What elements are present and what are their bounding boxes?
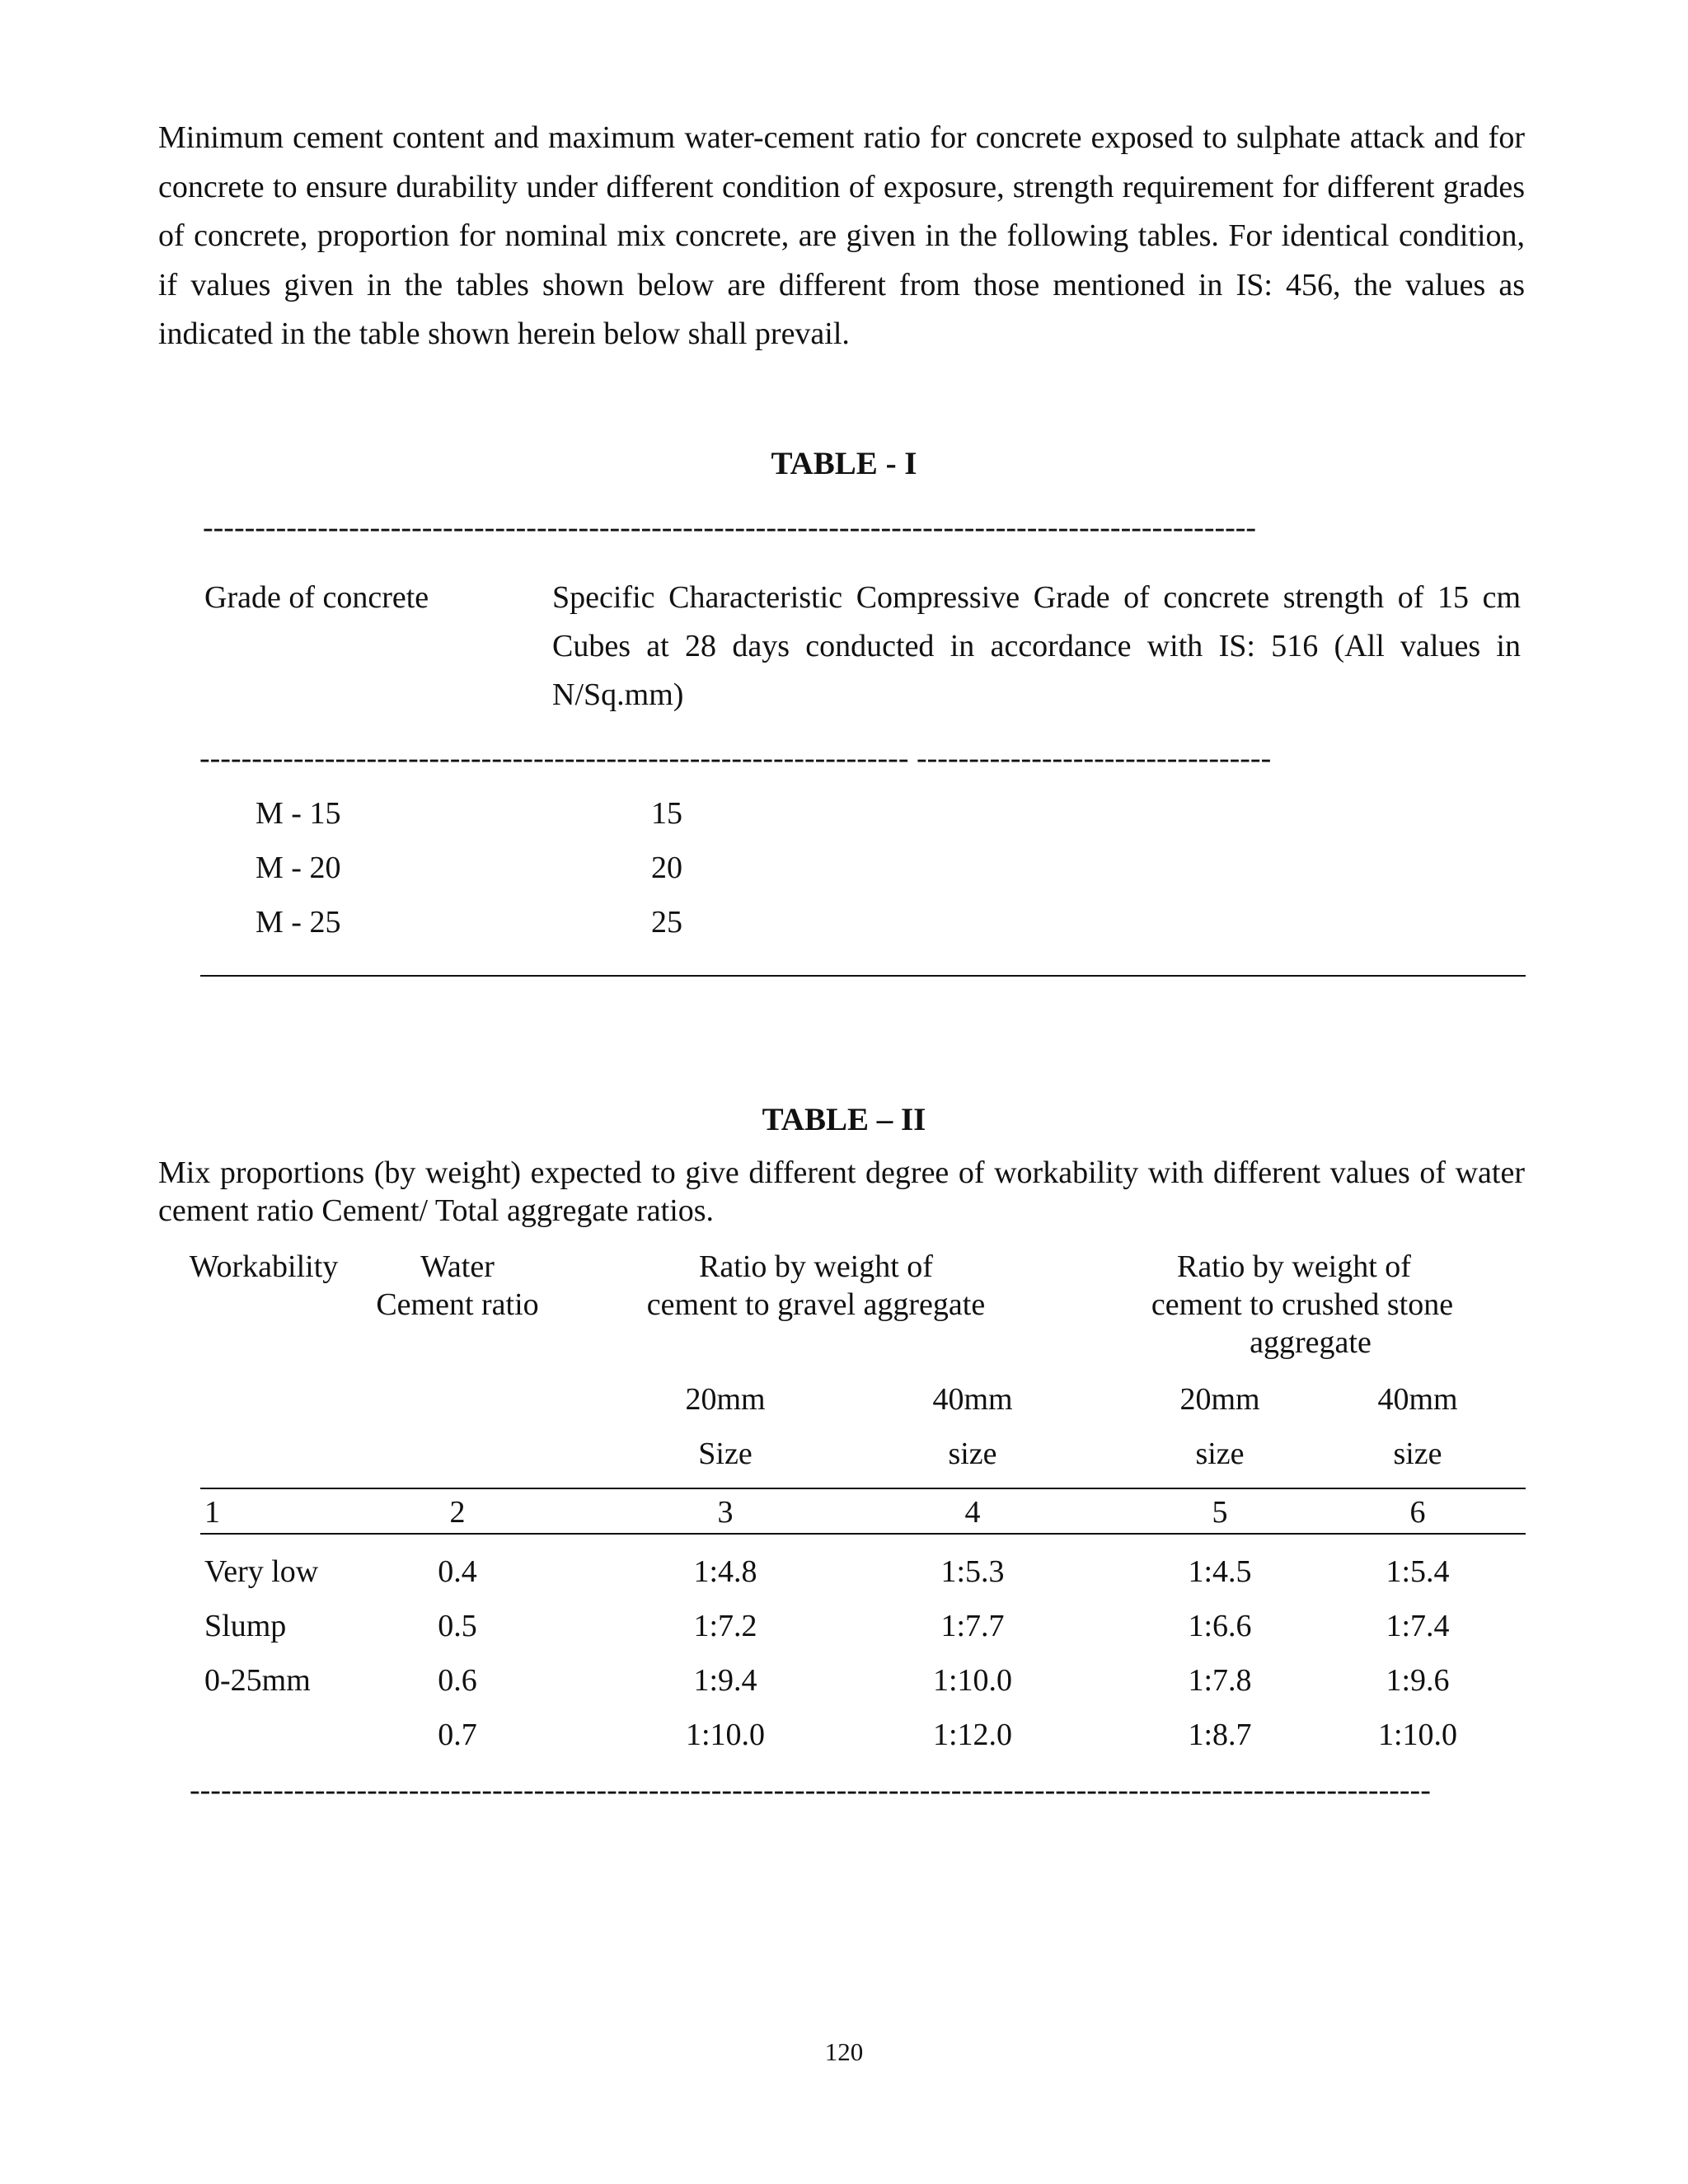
table2-c40: 1:7.4 [1386,1609,1450,1643]
table1-title: TABLE - I [771,446,917,481]
table2-g40: 1:12.0 [932,1718,1013,1752]
table2-wc: 0.6 [438,1663,477,1698]
table1-col2-header: Specific Characteristic Compressive Grade of concrete strength of 15 cm Cubes at 28 days conducted in accordance with IS: 516 (All values in N/Sq.mm) [552,580,1521,712]
table1-bottom-rule [200,975,1526,977]
header-water-line2: Cement ratio [376,1287,539,1322]
header-workability: Workability [189,1249,339,1284]
table2-g40: 1:5.3 [940,1554,1005,1589]
col-number: 6 [1409,1495,1426,1530]
table2-workability: Slump [204,1609,287,1643]
intro-paragraph: Minimum cement content and maximum water-cement ratio for concrete exposed to sulphate attack and for concrete to ensure durability under different condition of exposure, strength requirement for different grades of concrete, proportion for nominal mix concrete, are given in the following tables. For identical condition, if values given in the tables shown below are different from those mentioned in IS: 456, the values as indicated in the table shown herein below shall prevail. [158,120,1525,351]
header-c20-a: 20mm [1179,1382,1260,1417]
header-crushed-line3: aggregate [1250,1325,1372,1360]
table1-row-strength: 20 [651,851,682,885]
table2-c20: 1:7.8 [1188,1663,1252,1698]
table2-number-rule [200,1533,1526,1535]
table2-c20: 1:4.5 [1188,1554,1252,1589]
header-c40-b: size [1393,1436,1442,1471]
table1-dash-top: ----------------------------------------------------------------------------------------------------- [203,510,1257,545]
table2-g20: 1:10.0 [685,1718,766,1752]
table2-g40: 1:10.0 [932,1663,1013,1698]
col-number: 4 [964,1495,981,1530]
table2-c40: 1:9.6 [1386,1663,1450,1698]
col-number: 5 [1212,1495,1228,1530]
table2-g20: 1:4.8 [693,1554,757,1589]
header-c40-a: 40mm [1377,1382,1458,1417]
table2-workability: Very low [204,1554,319,1589]
table1-row-grade: M - 15 [256,796,341,831]
table1-dash-mid: -------------------------------------------------------------------- ---------------------------------- [199,741,1272,776]
table2-title: TABLE – II [762,1102,926,1137]
header-crushed-line1: Ratio by weight of [1177,1249,1411,1284]
table2-c40: 1:10.0 [1377,1718,1458,1752]
page-number: 120 [824,2037,864,2066]
table2-c20: 1:6.6 [1188,1609,1252,1643]
table2-g20: 1:9.4 [693,1663,757,1698]
table2-wc: 0.4 [438,1554,477,1589]
table1-row-strength: 15 [651,796,682,831]
col-number: 2 [449,1495,466,1530]
table2-description: Mix proportions (by weight) expected to give different degree of workability with different values of water cement ratio Cement/ Total aggregate ratios. [158,1155,1525,1228]
table1-row-strength: 25 [651,905,682,940]
table2-wc: 0.5 [438,1609,477,1643]
header-g20-b: Size [698,1436,753,1471]
table2-c40: 1:5.4 [1386,1554,1450,1589]
header-g20-a: 20mm [685,1382,766,1417]
header-gravel-line1: Ratio by weight of [699,1249,933,1284]
table2-g40: 1:7.7 [940,1609,1005,1643]
table2-g20: 1:7.2 [693,1609,757,1643]
table1-col1-header: Grade of concrete [204,580,429,615]
table2-dash-bottom: ----------------------------------------------------------------------------------------------------------------------- [190,1773,1431,1807]
header-g40-a: 40mm [932,1382,1013,1417]
header-water-line1: Water [420,1249,495,1284]
header-c20-b: size [1195,1436,1245,1471]
header-g40-b: size [948,1436,997,1471]
header-gravel-line2: cement to gravel aggregate [646,1287,986,1322]
table1-row-grade: M - 25 [256,905,341,940]
table2-wc: 0.7 [438,1718,477,1752]
table1-row-grade: M - 20 [256,851,341,885]
header-crushed-line2: cement to crushed stone [1151,1287,1454,1322]
table2-c20: 1:8.7 [1188,1718,1252,1752]
col-number: 3 [717,1495,734,1530]
table2-header-rule [200,1488,1526,1489]
table2-workability: 0-25mm [204,1663,311,1698]
col-number: 1 [204,1495,220,1530]
